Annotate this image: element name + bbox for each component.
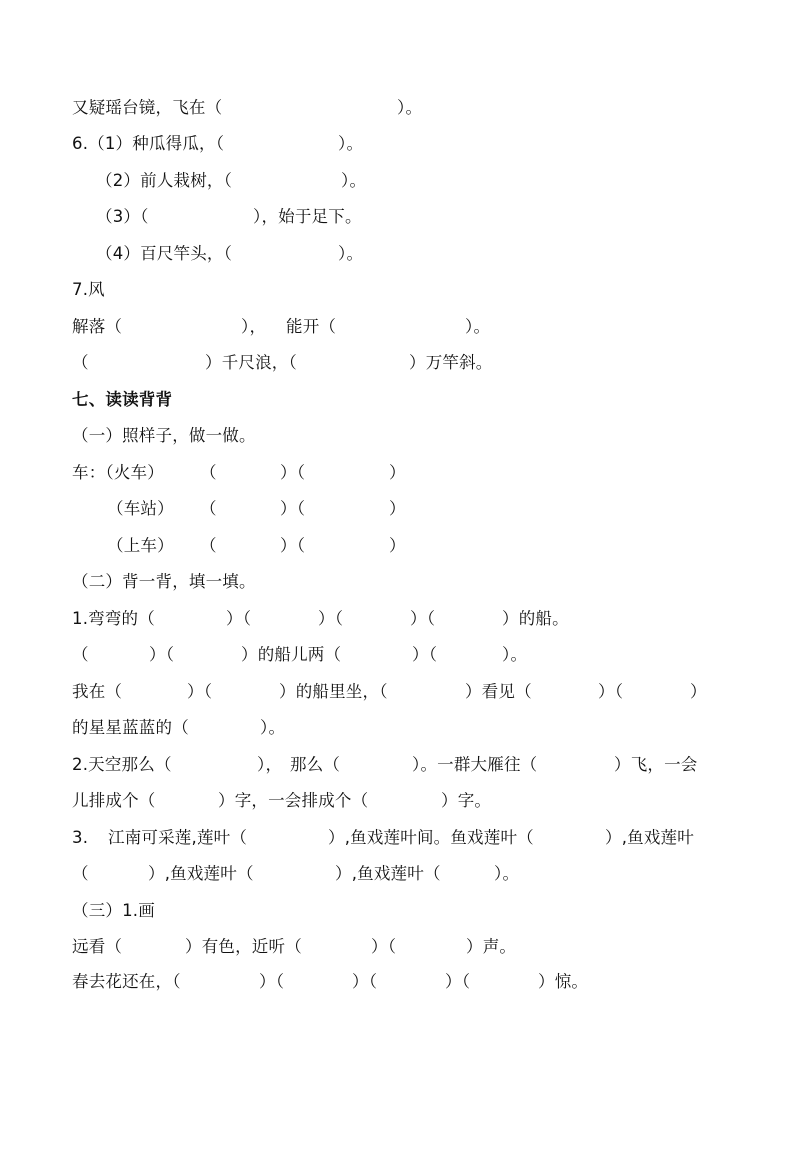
poem-3-line-2 [0, 861, 794, 887]
text: ）的船儿两（ [241, 645, 342, 664]
poem-painting-line-1 [0, 934, 794, 960]
part-2-instruction [0, 569, 794, 595]
text: 江南可采莲,莲叶（ [108, 828, 248, 847]
question-7-line-1 [0, 314, 794, 340]
text: ）。 [494, 864, 520, 883]
text: 又疑瑶台镜，飞在（ [72, 98, 223, 117]
poem-1-line-2 [0, 642, 794, 668]
text: ）。一群大雁往（ [412, 755, 538, 774]
proverb-6-1 [0, 131, 794, 157]
text: ）（ [412, 645, 438, 664]
text: ）。 [465, 317, 491, 336]
text: ）（ [371, 937, 397, 956]
text: ）字，一会排成个（ [218, 791, 369, 810]
text: ）（ [187, 682, 213, 701]
text: （三）1.画 [72, 901, 155, 920]
text: 那么（ [290, 755, 341, 774]
text: ）字。 [441, 791, 492, 810]
text: ）飞，一会 [614, 755, 698, 774]
text: 2.天空那么（ [72, 755, 172, 774]
part-1-instruction [0, 423, 794, 449]
text: 儿排成个（ [72, 791, 156, 810]
text: 6.（1）种瓜得瓜，（ [72, 134, 225, 153]
text: ）（ [598, 682, 624, 701]
text: ）（ [149, 645, 175, 664]
text: ） [690, 682, 707, 701]
text: ）,鱼戏莲叶（ [148, 864, 254, 883]
text: （3）（ [96, 207, 149, 226]
text: 7.风 [72, 280, 105, 299]
question-7-line-2 [0, 350, 794, 376]
text: ）有色，近听（ [185, 937, 302, 956]
word-row-huoche [0, 460, 794, 486]
proverb-6-3 [0, 204, 794, 230]
text: ）。 [397, 98, 423, 117]
text: （ [72, 353, 89, 372]
text: ）万竿斜。 [409, 353, 493, 372]
text: ）,鱼戏莲叶间。鱼戏莲叶（ [328, 828, 534, 847]
section-7-heading [0, 387, 794, 413]
text: 我在（ [72, 682, 123, 701]
text: ）， [241, 317, 267, 336]
text: ）惊。 [538, 972, 589, 991]
text: （2）前人栽树，（ [96, 171, 233, 190]
poem-3-line-1 [0, 825, 794, 851]
text: ）（ [318, 609, 344, 628]
text: ）（ [280, 499, 306, 518]
question-7-title [0, 277, 794, 303]
text: ）（ [410, 609, 436, 628]
text: ）。 [338, 134, 364, 153]
text: 车：（火车） [72, 463, 164, 482]
text: （车站） [107, 499, 174, 518]
text: ）声。 [466, 937, 517, 956]
text: ）。 [341, 171, 367, 190]
text: ） [389, 536, 406, 555]
text: ）千尺浪，（ [205, 353, 297, 372]
poem-line-moon [0, 95, 794, 121]
text: （ [72, 864, 89, 883]
text: ），始于足下。 [253, 207, 362, 226]
text: 春去花还在，（ [72, 972, 181, 991]
text: 能开（ [286, 317, 337, 336]
text: 解落（ [72, 317, 123, 336]
text: （ [200, 536, 217, 555]
text: ）,鱼戏莲叶 [605, 828, 694, 847]
poem-1-line-4 [0, 715, 794, 741]
text: 七、读读背背 [72, 390, 173, 409]
text: ） [389, 463, 406, 482]
text: ）（ [445, 972, 471, 991]
text: （ [200, 463, 217, 482]
text: ）（ [352, 972, 378, 991]
word-row-chezhan [0, 496, 794, 522]
text: ）。 [260, 718, 286, 737]
word-row-shangche [0, 533, 794, 559]
poem-1-line-1 [0, 606, 794, 632]
text: 3. [72, 828, 89, 847]
text: ）（ [280, 463, 306, 482]
text: 1.弯弯的（ [72, 609, 155, 628]
text: ） [389, 499, 406, 518]
proverb-6-4 [0, 241, 794, 267]
text: （上车） [107, 536, 174, 555]
proverb-6-2 [0, 168, 794, 194]
text: （ [200, 499, 217, 518]
text: （一）照样子，做一做。 [72, 426, 256, 445]
text: ）（ [280, 536, 306, 555]
poem-painting-line-2 [0, 969, 794, 995]
text: ）看见（ [465, 682, 532, 701]
text: ）。 [338, 244, 364, 263]
text: ）的船里坐，（ [279, 682, 388, 701]
text: ）。 [502, 645, 528, 664]
text: （ [72, 645, 89, 664]
text: ）， [257, 755, 283, 774]
text: 远看（ [72, 937, 123, 956]
text: 的星星蓝蓝的（ [72, 718, 189, 737]
text: （二）背一背，填一填。 [72, 572, 256, 591]
text: ）的船。 [502, 609, 569, 628]
poem-2-line-2 [0, 788, 794, 814]
text: ）（ [226, 609, 252, 628]
part-3-title [0, 898, 794, 924]
poem-2-line-1 [0, 752, 794, 778]
text: （4）百尺竿头，（ [96, 244, 233, 263]
text: ）,鱼戏莲叶（ [335, 864, 441, 883]
poem-1-line-3 [0, 679, 794, 705]
text: ）（ [259, 972, 285, 991]
